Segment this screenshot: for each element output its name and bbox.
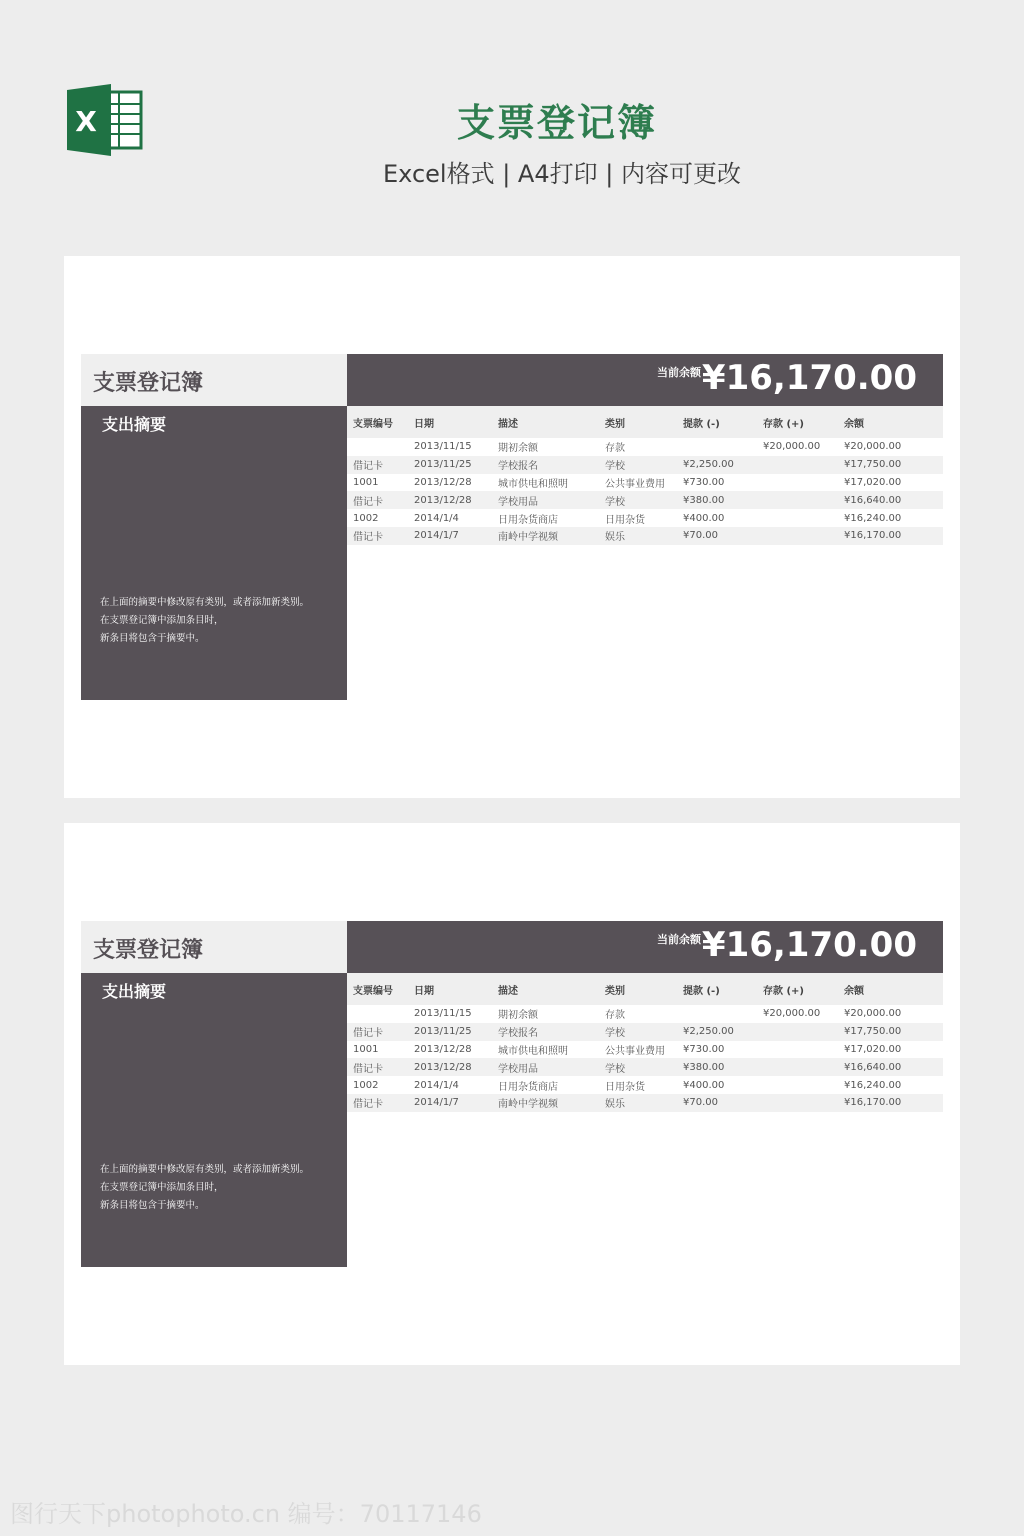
table-row (347, 527, 943, 545)
column-header-deposit: 存款 (+) (757, 406, 838, 438)
cell-balance: ¥16,240.00 (838, 509, 943, 527)
page-subtitle: Excel格式 | A4打印 | 内容可更改 (383, 160, 741, 188)
cell-check-no: 1002 (347, 509, 408, 527)
cell-balance: ¥17,020.00 (838, 1041, 943, 1059)
cell-balance: ¥16,170.00 (838, 527, 943, 545)
cell-category: 存款 (599, 438, 677, 456)
register-table (347, 406, 943, 545)
cell-category: 学校 (599, 491, 677, 509)
sheet-title-cell (81, 354, 347, 406)
summary-title: 支出摘要 (102, 415, 167, 434)
cell-deposit: ¥20,000.00 (757, 1005, 838, 1023)
table-row (347, 509, 943, 527)
cell-check-no: 1002 (347, 1076, 408, 1094)
summary-note-line: 在上面的摘要中修改原有类别，或者添加新类别。 (100, 1164, 310, 1175)
column-header-category: 类别 (599, 406, 677, 438)
cell-balance: ¥20,000.00 (838, 1005, 943, 1023)
cell-date: 2013/11/15 (408, 438, 492, 456)
cell-check-no (347, 1005, 408, 1023)
cell-withdrawal: ¥400.00 (677, 509, 757, 527)
cell-date: 2014/1/4 (408, 509, 492, 527)
cell-date: 2013/11/25 (408, 1023, 492, 1041)
cell-deposit (757, 1094, 838, 1112)
cell-check-no: 借记卡 (347, 1094, 408, 1112)
balance-label: 当前余额 (657, 933, 701, 946)
table-row (347, 474, 943, 492)
watermark: 图行天下photophoto.cn 编号：70117146 (10, 1500, 482, 1528)
cell-check-no: 借记卡 (347, 1058, 408, 1076)
cell-category: 公共事业费用 (599, 1041, 677, 1059)
table-row (347, 491, 943, 509)
page-title: 支票登记簿 (456, 101, 657, 145)
column-header-date: 日期 (408, 406, 492, 438)
cell-withdrawal (677, 1005, 757, 1023)
preview-card-1 (64, 256, 960, 798)
column-header-description: 描述 (492, 406, 599, 438)
cell-description: 城市供电和照明 (492, 474, 599, 492)
cell-category: 学校 (599, 1023, 677, 1041)
cell-date: 2013/12/28 (408, 474, 492, 492)
cell-deposit (757, 474, 838, 492)
table-row (347, 456, 943, 474)
cell-balance: ¥16,640.00 (838, 1058, 943, 1076)
cell-description: 学校用品 (492, 491, 599, 509)
summary-note-line: 在支票登记簿中添加条目时， (100, 1182, 224, 1193)
cell-date: 2014/1/4 (408, 1076, 492, 1094)
cell-date: 2014/1/7 (408, 1094, 492, 1112)
cell-withdrawal: ¥2,250.00 (677, 1023, 757, 1041)
cell-date: 2013/12/28 (408, 1058, 492, 1076)
cell-category: 娱乐 (599, 527, 677, 545)
balance-label: 当前余额 (657, 366, 701, 379)
cell-balance: ¥17,020.00 (838, 474, 943, 492)
cell-balance: ¥17,750.00 (838, 456, 943, 474)
cell-category: 学校 (599, 456, 677, 474)
cell-withdrawal: ¥2,250.00 (677, 456, 757, 474)
cell-withdrawal: ¥70.00 (677, 1094, 757, 1112)
cell-description: 日用杂货商店 (492, 1076, 599, 1094)
cell-balance: ¥20,000.00 (838, 438, 943, 456)
cell-balance: ¥16,640.00 (838, 491, 943, 509)
column-header-check-no: 支票编号 (347, 973, 408, 1005)
cell-description: 期初余额 (492, 1005, 599, 1023)
table-row (347, 1076, 943, 1094)
cell-withdrawal: ¥730.00 (677, 1041, 757, 1059)
cell-withdrawal: ¥380.00 (677, 491, 757, 509)
cell-deposit (757, 1076, 838, 1094)
table-row (347, 1041, 943, 1059)
expense-summary-panel (81, 973, 347, 1267)
cell-check-no (347, 438, 408, 456)
summary-note-line: 在上面的摘要中修改原有类别，或者添加新类别。 (100, 597, 310, 608)
column-header-description: 描述 (492, 973, 599, 1005)
cell-withdrawal: ¥400.00 (677, 1076, 757, 1094)
cell-description: 南岭中学视频 (492, 527, 599, 545)
expense-summary-panel (81, 406, 347, 700)
cell-date: 2014/1/7 (408, 527, 492, 545)
cell-description: 南岭中学视频 (492, 1094, 599, 1112)
cell-date: 2013/12/28 (408, 491, 492, 509)
column-header-date: 日期 (408, 973, 492, 1005)
balance-value: ¥16,170.00 (701, 925, 917, 965)
summary-note-line: 在支票登记簿中添加条目时， (100, 615, 224, 626)
cell-date: 2013/12/28 (408, 1041, 492, 1059)
cell-deposit (757, 1041, 838, 1059)
cell-description: 学校报名 (492, 1023, 599, 1041)
cell-withdrawal: ¥380.00 (677, 1058, 757, 1076)
column-header-balance: 余额 (838, 973, 943, 1005)
cell-check-no: 1001 (347, 474, 408, 492)
cell-withdrawal: ¥70.00 (677, 527, 757, 545)
cell-deposit (757, 509, 838, 527)
cell-deposit (757, 1023, 838, 1041)
table-row (347, 1005, 943, 1023)
cell-deposit (757, 456, 838, 474)
sheet-title: 支票登记簿 (93, 371, 204, 396)
column-header-deposit: 存款 (+) (757, 973, 838, 1005)
preview-card-2 (64, 823, 960, 1365)
summary-note (100, 594, 340, 648)
column-header-withdrawal: 提款 (-) (677, 973, 757, 1005)
cell-withdrawal: ¥730.00 (677, 474, 757, 492)
table-header-row (347, 973, 943, 1005)
table-row (347, 1023, 943, 1041)
table-row (347, 1058, 943, 1076)
table-row (347, 438, 943, 456)
cell-category: 娱乐 (599, 1094, 677, 1112)
cell-withdrawal (677, 438, 757, 456)
cell-check-no: 借记卡 (347, 456, 408, 474)
column-header-category: 类别 (599, 973, 677, 1005)
table-row (347, 1094, 943, 1112)
summary-note-line: 新条目将包含于摘要中。 (100, 1200, 205, 1211)
cell-category: 日用杂货 (599, 1076, 677, 1094)
cell-category: 日用杂货 (599, 509, 677, 527)
cell-check-no: 借记卡 (347, 491, 408, 509)
cell-balance: ¥16,170.00 (838, 1094, 943, 1112)
cell-balance: ¥16,240.00 (838, 1076, 943, 1094)
cell-balance: ¥17,750.00 (838, 1023, 943, 1041)
cell-date: 2013/11/15 (408, 1005, 492, 1023)
sheet-title-cell (81, 921, 347, 973)
cell-description: 城市供电和照明 (492, 1041, 599, 1059)
cell-deposit: ¥20,000.00 (757, 438, 838, 456)
cell-deposit (757, 527, 838, 545)
cell-deposit (757, 1058, 838, 1076)
cell-date: 2013/11/25 (408, 456, 492, 474)
check-register-sheet (81, 354, 943, 700)
cell-description: 学校用品 (492, 1058, 599, 1076)
column-header-check-no: 支票编号 (347, 406, 408, 438)
balance-bar (347, 354, 943, 406)
cell-category: 学校 (599, 1058, 677, 1076)
summary-note-line: 新条目将包含于摘要中。 (100, 633, 205, 644)
balance-value: ¥16,170.00 (701, 358, 917, 398)
summary-title: 支出摘要 (102, 982, 167, 1001)
column-header-withdrawal: 提款 (-) (677, 406, 757, 438)
table-header-row (347, 406, 943, 438)
balance-bar (347, 921, 943, 973)
excel-logo-letter: X (75, 105, 97, 138)
page-header (0, 0, 1024, 240)
cell-check-no: 借记卡 (347, 1023, 408, 1041)
cell-check-no: 1001 (347, 1041, 408, 1059)
summary-note (100, 1161, 340, 1215)
register-table (347, 973, 943, 1112)
cell-deposit (757, 491, 838, 509)
cell-description: 学校报名 (492, 456, 599, 474)
cell-category: 存款 (599, 1005, 677, 1023)
sheet-title: 支票登记簿 (93, 938, 204, 963)
column-header-balance: 余额 (838, 406, 943, 438)
cell-check-no: 借记卡 (347, 527, 408, 545)
cell-description: 日用杂货商店 (492, 509, 599, 527)
cell-description: 期初余额 (492, 438, 599, 456)
cell-category: 公共事业费用 (599, 474, 677, 492)
check-register-sheet (81, 921, 943, 1267)
